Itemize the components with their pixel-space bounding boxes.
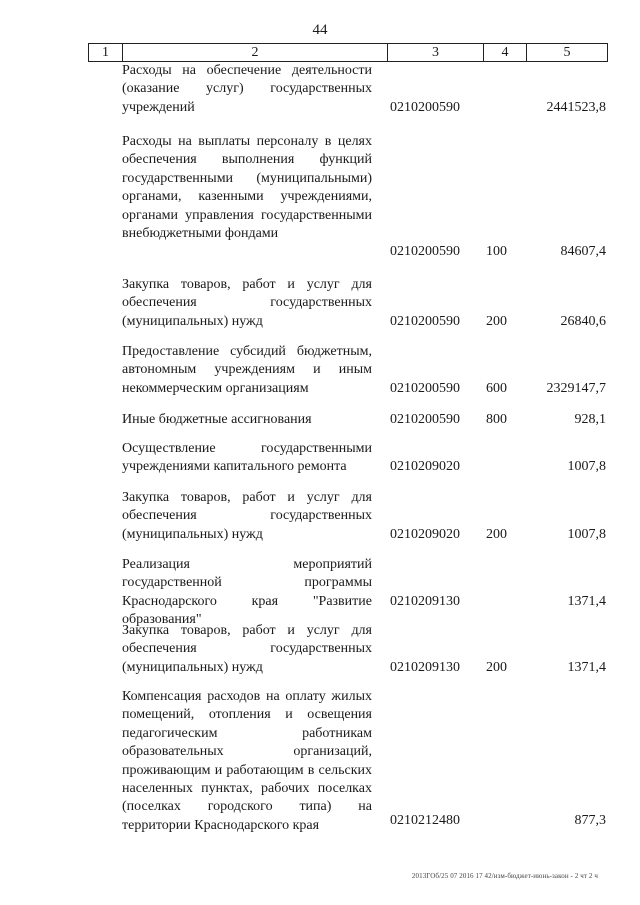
table-header-row [88,43,608,62]
row-description: Предоставление субсидий бюджетным, автономным учреждениям и иным некоммерческим организациям [122,344,372,396]
row-code: 0210200590 [390,244,460,259]
row-description: Закупка товаров, работ и услуг для обеспечения государственных (муниципальных) нужд [122,277,372,329]
column-header-2: 2 [122,44,387,61]
row-amount: 1007,8 [567,459,606,474]
row-amount: 1007,8 [567,527,606,542]
row-amount: 84607,4 [560,244,606,259]
row-code: 0210200590 [390,412,460,427]
row-amount: 26840,6 [560,314,606,329]
column-header-1: 1 [102,44,109,60]
column-header-5: 5 [526,44,607,61]
row-type: 600 [486,381,507,396]
row-description: Осуществление государственными учреждениями капитального ремонта [122,441,372,475]
column-header-4: 4 [483,44,526,61]
row-code: 0210200590 [390,100,460,115]
row-type: 200 [486,527,507,542]
row-code: 0210200590 [390,381,460,396]
row-type: 200 [486,660,507,675]
row-description: Расходы на выплаты персоналу в целях обеспечения выполнения функций государственными (муниципальными) органами, казенными учреждениями, органами управления государственными внебюджетными фондами [122,134,372,242]
row-description: Закупка товаров, работ и услуг для обеспечения государственных (муниципальных) нужд [122,623,372,675]
row-code: 0210209130 [390,660,460,675]
row-amount: 2329147,7 [546,381,606,396]
row-description: Реализация мероприятий государственной программы Краснодарского края "Развитие образования" [122,557,372,628]
row-code: 0210212480 [390,813,460,828]
row-description: Закупка товаров, работ и услуг для обеспечения государственных (муниципальных) нужд [122,490,372,542]
row-description: Расходы на обеспечение деятельности (оказание услуг) государственных учреждений [122,63,372,115]
column-header-3: 3 [387,44,483,61]
row-description: Иные бюджетные ассигнования [122,412,312,427]
row-amount: 1371,4 [567,594,606,609]
row-code: 0210209020 [390,459,460,474]
row-amount: 928,1 [574,412,606,427]
row-code: 0210209020 [390,527,460,542]
row-code: 0210200590 [390,314,460,329]
row-type: 100 [486,244,507,259]
row-type: 800 [486,412,507,427]
row-amount: 877,3 [574,813,606,828]
row-amount: 2441523,8 [546,100,606,115]
row-code: 0210209130 [390,594,460,609]
page-number: 44 [312,22,328,38]
row-type: 200 [486,314,507,329]
row-amount: 1371,4 [567,660,606,675]
footer-file-reference: 2013ГОб/25 07 2016 17 42/изм-бюджет-июнь-закон - 2 чт 2 ч [411,872,598,880]
row-description: Компенсация расходов на оплату жилых помещений, отопления и освещения педагогическим работникам образовательных организаций, проживающим и работающим в сельских населенных пунктах, рабочих поселках (поселках городского типа) на территории Краснодарского края [122,689,372,833]
